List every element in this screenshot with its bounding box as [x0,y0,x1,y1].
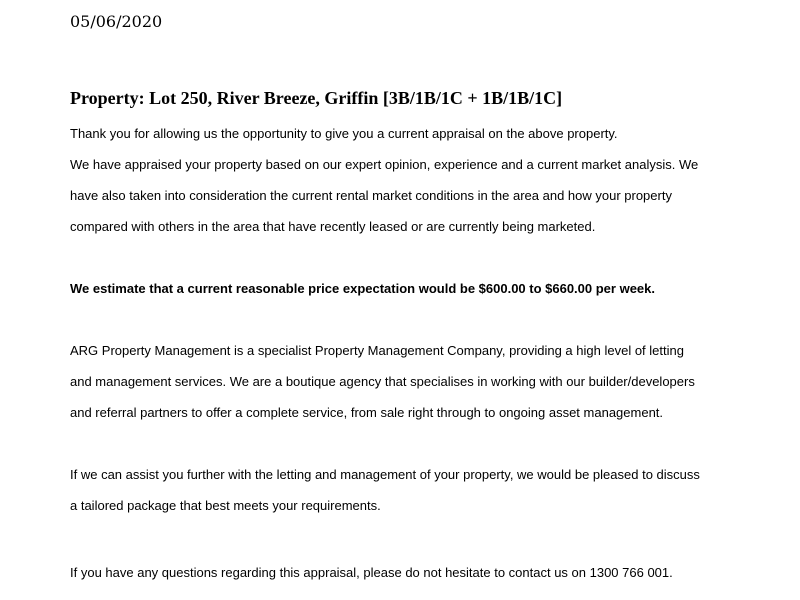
paragraph-line: and referral partners to offer a complete service, from sale right through to ongoing asset management. [70,405,664,420]
paragraph-line: ARG Property Management is a specialist Property Management Company, providing a high level of letting [70,343,684,358]
paragraph-line: We have appraised your property based on our expert opinion, experience and a current market analysis. We [70,157,699,172]
contact-paragraph [70,557,750,588]
paragraph-line: compared with others in the area that have recently leased or are currently being marketed. [70,219,596,234]
paragraph-line: have also taken into consideration the current rental market conditions in the area and how your property [70,188,672,203]
paragraph-line: a tailored package that best meets your requirements. [70,498,381,513]
assistance-paragraph [70,459,750,521]
paragraph-line: If you have any questions regarding this appraisal, please do not hesitate to contact us on 1300 766 001. [70,565,673,580]
paragraph-line: and management services. We are a boutique agency that specialises in working with our builder/developers [70,374,695,389]
price-estimate-paragraph [70,273,750,304]
company-description-paragraph [70,335,750,428]
paragraph-line: If we can assist you further with the letting and management of your property, we would be pleased to discuss [70,467,700,482]
letter-date: 05/06/2020 [70,12,163,31]
appraisal-intro-paragraph [70,118,750,242]
paragraph-line: We estimate that a current reasonable price expectation would be $600.00 to $660.00 per week. [70,281,655,296]
paragraph-line: Thank you for allowing us the opportunity to give you a current appraisal on the above property. [70,126,618,141]
property-heading: Property: Lot 250, River Breeze, Griffin [3B/1B/1C + 1B/1B/1C] [70,88,563,108]
